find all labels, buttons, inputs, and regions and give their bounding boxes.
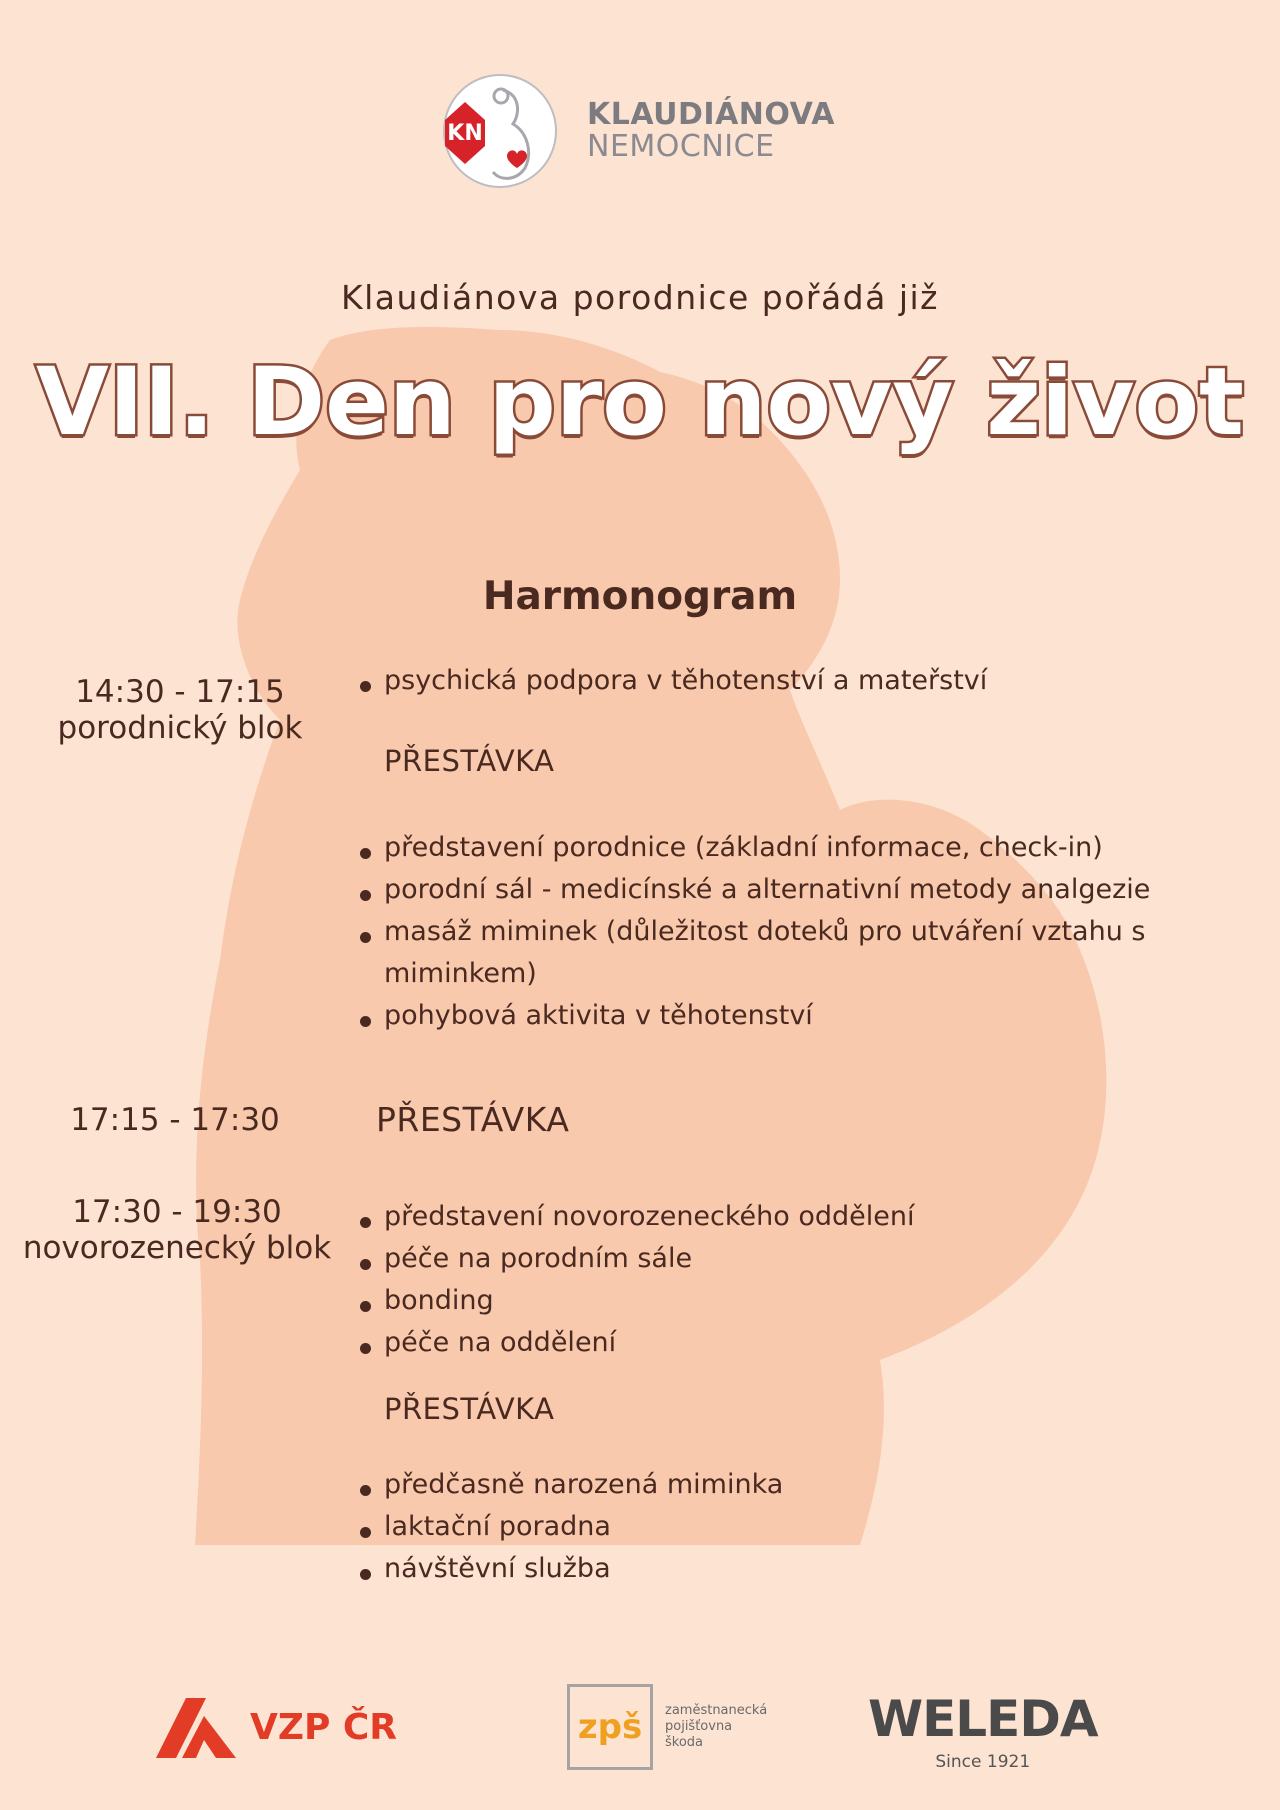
- list-item: psychická podpora v těhotenství a mateřství: [358, 660, 987, 702]
- weleda-since: Since 1921: [935, 1752, 1031, 1772]
- sponsor-zps: [567, 1684, 767, 1770]
- block2-items-a: [358, 1196, 915, 1364]
- block2-name: novorozenecký blok: [22, 1230, 332, 1266]
- block2-break: PŘESTÁVKA: [384, 1392, 555, 1426]
- block1-items-b: [358, 827, 1238, 1037]
- hospital-logo: [441, 72, 835, 190]
- block1-time: 14:30 - 17:15: [75, 674, 285, 710]
- list-item: představení novorozeneckého oddělení: [358, 1196, 915, 1238]
- logo-line-1: KLAUDIÁNOVA: [587, 97, 836, 132]
- list-item: péče na oddělení: [358, 1322, 915, 1364]
- block1-name: porodnický blok: [57, 710, 303, 746]
- weleda-wordmark: WELEDA: [868, 1690, 1098, 1748]
- zps-line-3: škoda: [665, 1735, 704, 1750]
- event-title: VII. Den pro nový život: [35, 348, 1244, 457]
- zps-mark: zpš: [577, 1707, 643, 1747]
- zps-logo-icon: [567, 1684, 653, 1770]
- vzp-name: VZP ČR: [250, 1706, 398, 1748]
- zps-line-2: pojišťovna: [665, 1719, 733, 1734]
- block2-items-b: [358, 1464, 783, 1590]
- list-item: porodní sál - medicínské a alternativní metody analgezie: [358, 869, 1238, 911]
- logo-mark-letters: KN: [447, 121, 483, 146]
- list-item: předčasně narozená miminka: [358, 1464, 783, 1506]
- sponsor-weleda: [868, 1690, 1098, 1772]
- hospital-logo-mark-icon: [441, 72, 559, 190]
- pause-time: 17:15 - 17:30: [70, 1102, 280, 1138]
- list-item: péče na porodním sále: [358, 1238, 915, 1280]
- list-item: laktační poradna: [358, 1506, 783, 1548]
- sponsor-vzp: [152, 1692, 397, 1762]
- schedule-heading: Harmonogram: [482, 574, 798, 619]
- list-item: představení porodnice (základní informace, check-in): [358, 827, 1238, 869]
- block1-break: PŘESTÁVKA: [384, 744, 555, 778]
- list-item: pohybová aktivita v těhotenství: [358, 995, 1238, 1037]
- intro-text: Klaudiánova porodnice pořádá již: [340, 278, 939, 317]
- list-item: návštěvní služba: [358, 1548, 783, 1590]
- block2-time-label: [14, 1194, 340, 1266]
- pause-label: PŘESTÁVKA: [376, 1100, 570, 1139]
- block1-time-label: [40, 674, 320, 746]
- list-item: bonding: [358, 1280, 915, 1322]
- vzp-logo-icon: [152, 1692, 240, 1762]
- list-item: masáž miminek (důležitost doteků pro utváření vztahu s miminkem): [358, 911, 1204, 995]
- zps-line-1: zaměstnanecká: [665, 1703, 768, 1718]
- block1-items-a: [358, 660, 987, 702]
- block2-time: 17:30 - 19:30: [72, 1194, 282, 1230]
- logo-line-2: NEMOCNICE: [587, 129, 775, 164]
